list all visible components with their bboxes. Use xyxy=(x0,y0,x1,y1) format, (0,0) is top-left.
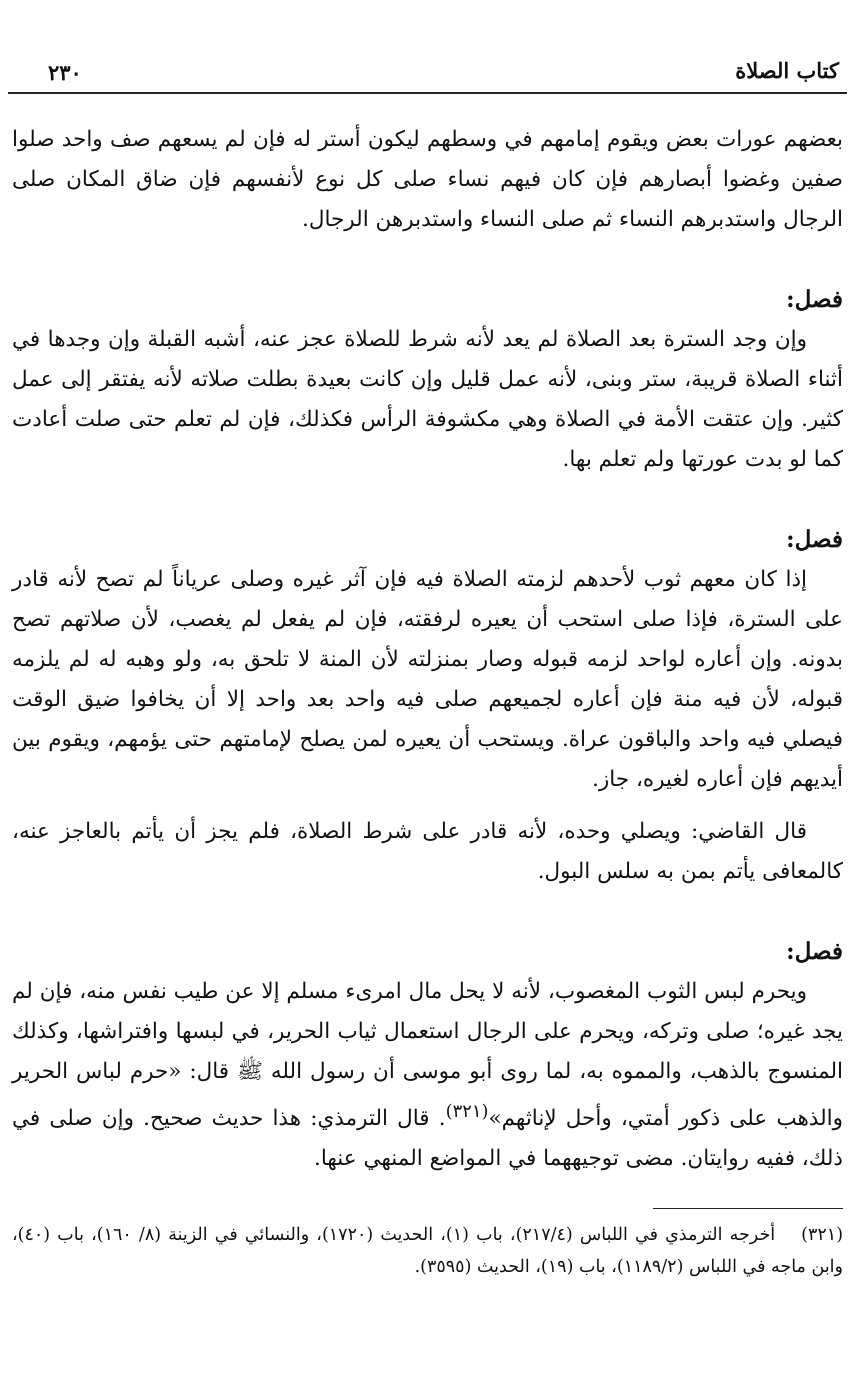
paragraph-5 xyxy=(12,972,843,1179)
section-heading-2: فصل: xyxy=(786,526,843,553)
footnote-text: أخرجه الترمذي في اللباس (٢١٧/٤)، باب (١)، الحديث (١٧٢٠)، والنسائي في الزينة (٨/ ١٦٠)، باب (٤٠)، وابن ماجه في اللباس (١١٨٩/٢)، باب (١٩)، الحديث (٣٥٩٥). xyxy=(12,1225,843,1277)
page-number: ٢٣٠ xyxy=(48,60,82,85)
footnote xyxy=(12,1219,843,1283)
paragraph-5-part-b: . قال الترمذي: هذا حديث صحيح. وإن صلى في ذلك، ففيه روايتان. مضى توجيههما في المواضع المنهي عنها. xyxy=(12,1106,843,1172)
paragraph-5-part-a: ويحرم لبس الثوب المغصوب، لأنه لا يحل مال امرىء مسلم إلا عن طيب نفس منه، فإن لم يجد غيره؛ صلى وتركه، ويحرم على الرجال استعمال ثياب الحرير، في لبسها وافتراشها، وكذلك المنسوج بالذهب، والمموه به، لما روى أبو موسى أن رسول الله ﷺ قال: «حرم لباس الحرير والذهب على ذكور أمتي، وأحل لإناثهم» xyxy=(12,979,843,1132)
paragraph-3: إذا كان معهم ثوب لأحدهم لزمته الصلاة فيه فإن آثر غيره وصلى عرياناً لم تصح لأنه قادر على السترة، فإذا صلى استحب أن يعيره لرفقته، فإن لم يفعل لم يغصب، لأن صلاتهم تصح بدونه. وإن أعاره لواحد لزمه قبوله وصار بمنزلته لأن المنة لا تلحق به، ولو وهبه له لم يلزمه قبوله، لأن فيه منة فإن أعاره لجميعهم صلى فيه واحد بعد واحد إلا أن يخافوا ضيق الوقت فيصلي فيه واحد والباقون عراة. ويستحب أن يعيره لمن يصلح لإمامتهم حتى يؤمهم، ويقوم بين أيديهم فإن أعاره لغيره، جاز. xyxy=(12,567,843,792)
page-header xyxy=(8,52,847,94)
paragraph-2: وإن وجد السترة بعد الصلاة لم يعد لأنه شرط للصلاة عجز عنه، أشبه القبلة وإن وجدها في أثناء الصلاة قريبة، ستر وبنى، لأنه عمل قليل وإن كانت بعيدة بطلت صلاته لأنه يفتقر إلى عمل كثير. وإن عتقت الأمة في الصلاة وهي مكشوفة الرأس فكذلك، فإن لم تعلم حتى صلت أعادت كما لو بدت عورتها ولم تعلم بها. xyxy=(12,327,843,472)
paragraph-4: قال القاضي: ويصلي وحده، لأنه قادر على شرط الصلاة، فلم يجز أن يأتم بالعاجز عنه، كالمعافى يأتم بمن به سلس البول. xyxy=(12,819,843,884)
paragraph-1: بعضهم عورات بعض ويقوم إمامهم في وسطهم ليكون أستر له فإن لم يسعهم صف واحد صلوا صفين وغضوا أبصارهم فإن كان فيهم نساء صلى كل نوع لأنفسهم فإن ضاق المكان صلى الرجال واستدبرهم النساء ثم صلى النساء واستدبرهن الرجال. xyxy=(12,127,843,232)
footnotes-section xyxy=(12,1208,843,1283)
section-heading-3: فصل: xyxy=(786,938,843,965)
running-title: كتاب الصلاة xyxy=(735,58,839,83)
footnote-reference: (٣٢١) xyxy=(445,1101,489,1122)
footnote-number: (٣٢١) xyxy=(801,1225,844,1245)
footnote-separator xyxy=(653,1208,843,1209)
section-heading-1: فصل: xyxy=(786,286,843,313)
main-text xyxy=(12,120,843,1179)
